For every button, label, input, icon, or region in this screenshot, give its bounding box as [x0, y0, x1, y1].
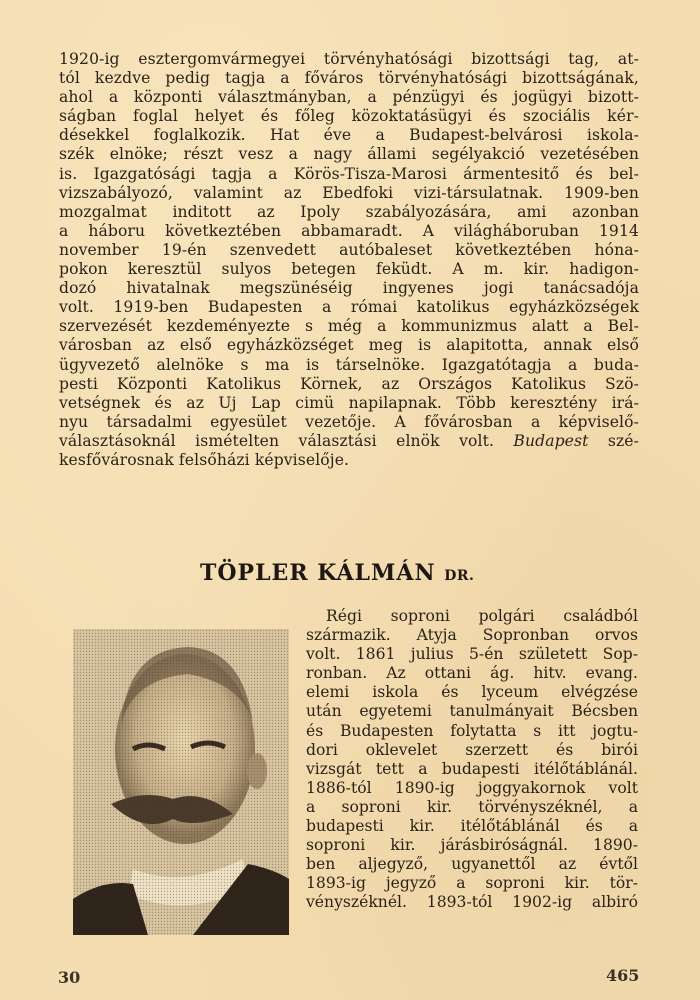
- text-line: Régi soproni polgári családból: [326, 607, 638, 625]
- text-line: kesfővárosnak felsőházi képviselője.: [59, 450, 350, 469]
- text-line: tól kezdve pedig tagja a főváros törvényhatósági bizottságának,: [59, 69, 639, 88]
- text-line: mozgalmat inditott az Ipoly szabályozására, ami azonban: [59, 202, 639, 221]
- text-line: származik. Atyja Sopronban orvos: [306, 626, 638, 645]
- text-line: nyu társadalmi egyesület vezetője. A fővárosban a képviselő-: [59, 412, 639, 431]
- text-line: a soproni kir. törvényszéknél, a: [306, 797, 638, 816]
- portrait-image: [73, 629, 289, 935]
- text-line: ahol a központi választmányban, a pénzügyi és jogügyi bizott-: [59, 88, 639, 107]
- text-line: is. Igazgatósági tagja a Körös-Tisza-Marosi ármentesitő és bel-: [59, 164, 639, 183]
- title-suffix: DR.: [444, 568, 475, 584]
- text-line: ügyvezető alelnöke s ma is társelnöke. Igazgatótagja a buda-: [59, 355, 639, 374]
- right-paragraph: [306, 607, 638, 913]
- text-line: után egyetemi tanulmányait Bécsben: [306, 702, 638, 721]
- text-line: 1886-tól 1890-ig joggyakornok volt: [306, 778, 638, 797]
- text-line: volt. 1861 julius 5-én született Sop-: [306, 645, 638, 664]
- text-line: a háboru következtében abbamaradt. A világháboruban 1914: [59, 221, 639, 240]
- text-line: soproni kir. járásbiróságnál. 1890-: [306, 836, 638, 855]
- section-heading: [200, 560, 540, 586]
- text-line: vizsgát tett a budapesti itélőtáblánál.: [306, 759, 638, 778]
- text-line: dozó hivatalnak megszünéséig ingyenes jogi tanácsadója: [59, 279, 639, 298]
- text-line: ben aljegyző, ugyanettől az évtől: [306, 855, 638, 874]
- text-line: pokon keresztül sulyos betegen feküdt. A m. kir. hadigon-: [59, 260, 639, 279]
- italic-text: Budapest: [513, 431, 589, 450]
- text-line: 1920-ig esztergomvármegyei törvényhatósági bizottsági tag, at-: [59, 50, 639, 68]
- text-line: désekkel foglalkozik. Hat éve a Budapest-belvárosi iskola-: [59, 126, 639, 145]
- page-number-left: 30: [58, 968, 81, 987]
- text-segment: szé-: [607, 431, 640, 450]
- text-line: budapesti kir. itélőtáblánál és a: [306, 817, 638, 836]
- text-line: pesti Központi Katolikus Körnek, az Országos Katolikus Szö-: [59, 374, 639, 393]
- text-line: elemi iskola és lyceum elvégzése: [306, 683, 638, 702]
- page-number-right: 465: [606, 966, 640, 985]
- text-line: volt. 1919-ben Budapesten a római katolikus egyházközségek: [59, 298, 639, 317]
- text-line: szék elnöke; részt vesz a nagy állami segélyakció vezetésében: [59, 145, 639, 164]
- portrait-photo: [73, 629, 289, 935]
- text-line: ságban foglal helyet és főleg közoktatásügyi és szociális kér-: [59, 107, 639, 126]
- text-line: november 19-én szenvedett autóbaleset következtében hóna-: [59, 240, 639, 259]
- person-name: TÖPLER KÁLMÁN: [200, 560, 436, 586]
- text-line: és Budapesten folytatta s itt jogtu-: [306, 721, 638, 740]
- text-line: 1893-ig jegyző a soproni kir. tör-: [306, 874, 638, 893]
- text-line: városban az első egyházközséget meg is alapitotta, annak első: [59, 336, 639, 355]
- text-line: szervezését kezdeményezte s még a kommunizmus alatt a Bel-: [59, 317, 639, 336]
- text-line: ronban. Az ottani ág. hitv. evang.: [306, 664, 638, 683]
- text-line: vetségnek és az Uj Lap cimü napilapnak. Több keresztény irá-: [59, 393, 639, 412]
- top-paragraph: [59, 50, 639, 470]
- text-line: dori oklevelet szerzett és birói: [306, 740, 638, 759]
- text-line: vényszéknél. 1893-tól 1902-ig albiró: [306, 893, 638, 912]
- text-line-mixed: [59, 432, 639, 451]
- text-line: vizszabályozó, valamint az Ebedfoki vizi-társulatnak. 1909-ben: [59, 183, 639, 202]
- text-segment: választásoknál ismételten választási elnök volt.: [59, 431, 495, 450]
